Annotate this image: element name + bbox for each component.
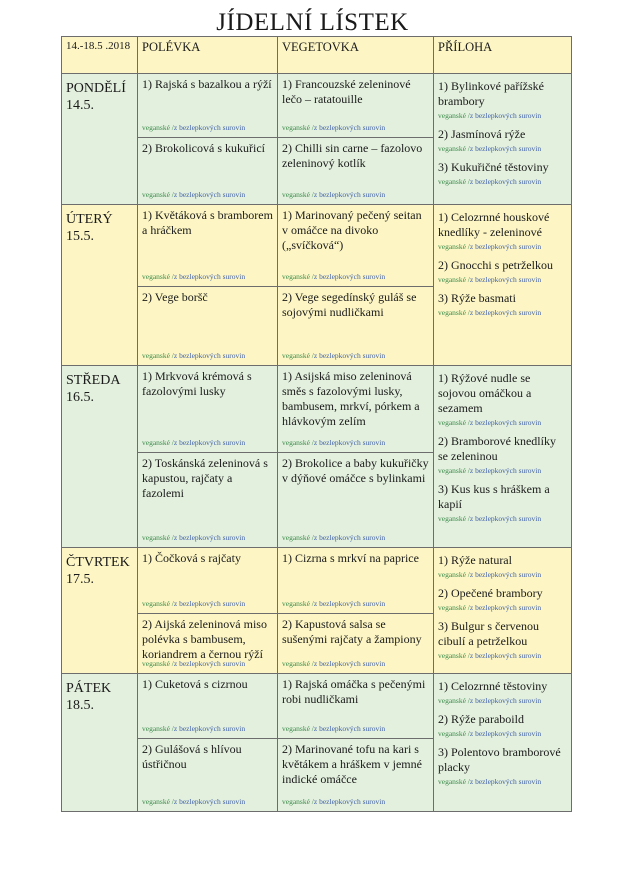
vegan-tag: veganské (438, 466, 466, 475)
tag-separator: / (309, 599, 314, 608)
vegan-tag: veganské (282, 272, 310, 281)
tag-separator: / (465, 177, 470, 186)
vegan-tag: veganské (282, 659, 310, 668)
veg-item: 1) Asijská miso zeleninová směs s fazolovými lusky, bambusem, mrkví, pórkem a hlávkovým zelím (282, 369, 420, 428)
gluten-free-tag: z bezlepkových surovin (313, 123, 386, 132)
tag-separator: / (169, 533, 174, 542)
tag-separator: / (465, 651, 470, 660)
gluten-free-tag: z bezlepkových surovin (469, 570, 542, 579)
soup-cell (138, 614, 278, 674)
gluten-free-tag: z bezlepkových surovin (469, 418, 542, 427)
day-cell (62, 674, 138, 812)
tag-separator: / (169, 724, 174, 733)
diet-tags (142, 797, 245, 807)
vegan-tag: veganské (142, 190, 170, 199)
veg-cell (278, 287, 434, 366)
col-header-veg: VEGETOVKA (278, 37, 434, 74)
soup-cell (138, 739, 278, 812)
soup-item: 2) Gulášová s hlívou ústřičnou (142, 742, 242, 771)
soup-cell (138, 138, 278, 205)
day-cell (62, 366, 138, 548)
veg-cell (278, 614, 434, 674)
side-cell (434, 205, 572, 366)
tag-separator: / (465, 466, 470, 475)
gluten-free-tag: z bezlepkových surovin (469, 111, 542, 120)
tag-separator: / (465, 275, 470, 284)
soup-cell (138, 674, 278, 739)
side-item: 3) Polentovo bramborové placky (438, 745, 561, 774)
tag-separator: / (309, 438, 314, 447)
tag-separator: / (309, 190, 314, 199)
veg-cell (278, 74, 434, 138)
diet-tags (282, 351, 385, 361)
tag-separator: / (169, 272, 174, 281)
veg-item: 1) Francouzské zeleninové lečo – ratatouille (282, 77, 411, 106)
veg-item: 2) Marinované tofu na kari s květákem a hráškem v jemné indické omáčce (282, 742, 422, 786)
gluten-free-tag: z bezlepkových surovin (469, 144, 542, 153)
gluten-free-tag: z bezlepkových surovin (469, 275, 542, 284)
vegan-tag: veganské (142, 724, 170, 733)
day-name: ÚTERÝ (66, 212, 113, 227)
gluten-free-tag: z bezlepkových surovin (313, 272, 386, 281)
gluten-free-tag: z bezlepkových surovin (469, 514, 542, 523)
day-date: 16.5. (66, 390, 94, 405)
tag-separator: / (169, 797, 174, 806)
gluten-free-tag: z bezlepkových surovin (173, 533, 246, 542)
veg-item: 2) Kapustová salsa se sušenými rajčaty a žampiony (282, 617, 422, 646)
diet-tags (142, 599, 245, 609)
vegan-tag: veganské (282, 724, 310, 733)
side-cell (434, 674, 572, 812)
diet-tags (438, 242, 567, 252)
diet-tags (438, 111, 567, 121)
veg-cell (278, 205, 434, 287)
diet-tags (438, 275, 567, 285)
diet-tags (438, 777, 567, 787)
vegan-tag: veganské (142, 599, 170, 608)
vegan-tag: veganské (438, 177, 466, 186)
vegan-tag: veganské (438, 570, 466, 579)
vegan-tag: veganské (282, 438, 310, 447)
vegan-tag: veganské (438, 651, 466, 660)
gluten-free-tag: z bezlepkových surovin (469, 651, 542, 660)
day-name: PONDĚLÍ (66, 81, 126, 96)
veg-item: 1) Marinovaný pečený seitan v omáčce na divoko („svíčková“) (282, 208, 422, 252)
side-item: 2) Opečené brambory (438, 586, 543, 600)
tag-separator: / (309, 272, 314, 281)
soup-item: 1) Cuketová s cizrnou (142, 677, 248, 691)
vegan-tag: veganské (282, 123, 310, 132)
tag-separator: / (465, 514, 470, 523)
diet-tags (142, 123, 245, 133)
vegan-tag: veganské (282, 599, 310, 608)
vegan-tag: veganské (142, 351, 170, 360)
gluten-free-tag: z bezlepkových surovin (313, 438, 386, 447)
gluten-free-tag: z bezlepkových surovin (313, 659, 386, 668)
diet-tags (438, 418, 567, 428)
vegan-tag: veganské (438, 308, 466, 317)
soup-item: 1) Květáková s bramborem a hráčkem (142, 208, 273, 237)
soup-item: 1) Čočková s rajčaty (142, 551, 241, 565)
vegan-tag: veganské (438, 729, 466, 738)
veg-item: 2) Vege segedínský guláš se sojovými nudličkami (282, 290, 417, 319)
diet-tags (438, 696, 567, 706)
gluten-free-tag: z bezlepkových surovin (469, 177, 542, 186)
diet-tags (142, 438, 245, 448)
diet-tags (142, 724, 245, 734)
diet-tags (282, 797, 385, 807)
vegan-tag: veganské (438, 514, 466, 523)
gluten-free-tag: z bezlepkových surovin (313, 599, 386, 608)
gluten-free-tag: z bezlepkových surovin (469, 308, 542, 317)
vegan-tag: veganské (142, 533, 170, 542)
gluten-free-tag: z bezlepkových surovin (173, 272, 246, 281)
gluten-free-tag: z bezlepkových surovin (173, 190, 246, 199)
side-item: 3) Kukuřičné těstoviny (438, 160, 549, 174)
veg-cell (278, 674, 434, 739)
vegan-tag: veganské (282, 533, 310, 542)
gluten-free-tag: z bezlepkových surovin (173, 438, 246, 447)
gluten-free-tag: z bezlepkových surovin (173, 797, 246, 806)
diet-tags (282, 123, 385, 133)
day-row (62, 205, 572, 287)
vegan-tag: veganské (438, 242, 466, 251)
day-date: 14.5. (66, 98, 94, 113)
soup-item: 2) Brokolicová s kukuřicí (142, 141, 265, 155)
tag-separator: / (169, 438, 174, 447)
side-item: 1) Bylinkové pařížské brambory (438, 79, 544, 108)
diet-tags (142, 533, 245, 543)
diet-tags (438, 603, 567, 613)
diet-tags (282, 272, 385, 282)
vegan-tag: veganské (282, 351, 310, 360)
tag-separator: / (465, 308, 470, 317)
soup-item: 2) Aijská zeleninová miso polévka s bambusem, koriandrem a černou rýží (142, 617, 267, 661)
vegan-tag: veganské (438, 603, 466, 612)
day-name: STŘEDA (66, 373, 121, 388)
vegan-tag: veganské (438, 696, 466, 705)
veg-item: 2) Brokolice a baby kukuřičky v dýňové omáčce s bylinkami (282, 456, 429, 485)
diet-tags (282, 724, 385, 734)
tag-separator: / (465, 603, 470, 612)
tag-separator: / (309, 797, 314, 806)
gluten-free-tag: z bezlepkových surovin (469, 696, 542, 705)
gluten-free-tag: z bezlepkových surovin (173, 659, 246, 668)
tag-separator: / (169, 659, 174, 668)
diet-tags (438, 514, 567, 524)
side-cell (434, 548, 572, 674)
day-cell (62, 548, 138, 674)
tag-separator: / (169, 123, 174, 132)
soup-cell (138, 205, 278, 287)
vegan-tag: veganské (438, 275, 466, 284)
diet-tags (282, 533, 385, 543)
diet-tags (438, 144, 567, 154)
veg-cell (278, 453, 434, 548)
tag-separator: / (465, 696, 470, 705)
diet-tags (142, 190, 245, 200)
side-item: 2) Jasmínová rýže (438, 127, 526, 141)
soup-cell (138, 366, 278, 453)
soup-item: 2) Vege boršč (142, 290, 208, 304)
diet-tags (142, 659, 245, 669)
tag-separator: / (465, 729, 470, 738)
vegan-tag: veganské (438, 777, 466, 786)
gluten-free-tag: z bezlepkových surovin (313, 190, 386, 199)
diet-tags (282, 438, 385, 448)
veg-cell (278, 739, 434, 812)
tag-separator: / (169, 351, 174, 360)
tag-separator: / (465, 144, 470, 153)
veg-cell (278, 366, 434, 453)
tag-separator: / (169, 190, 174, 199)
day-cell (62, 74, 138, 205)
gluten-free-tag: z bezlepkových surovin (313, 797, 386, 806)
day-row (62, 366, 572, 453)
side-item: 2) Rýže paraboild (438, 712, 524, 726)
diet-tags (438, 651, 567, 661)
soup-item: 1) Mrkvová krémová s fazolovými lusky (142, 369, 252, 398)
diet-tags (282, 190, 385, 200)
diet-tags (142, 272, 245, 282)
gluten-free-tag: z bezlepkových surovin (313, 724, 386, 733)
tag-separator: / (465, 242, 470, 251)
gluten-free-tag: z bezlepkových surovin (173, 724, 246, 733)
gluten-free-tag: z bezlepkových surovin (173, 599, 246, 608)
gluten-free-tag: z bezlepkových surovin (469, 777, 542, 786)
gluten-free-tag: z bezlepkových surovin (313, 351, 386, 360)
day-date: 17.5. (66, 572, 94, 587)
tag-separator: / (465, 570, 470, 579)
vegan-tag: veganské (142, 123, 170, 132)
day-date: 18.5. (66, 698, 94, 713)
menu-table (61, 36, 572, 812)
veg-cell (278, 548, 434, 614)
diet-tags (438, 729, 567, 739)
side-item: 3) Kus kus s hráškem a kapií (438, 482, 550, 511)
soup-cell (138, 287, 278, 366)
tag-separator: / (169, 599, 174, 608)
day-date: 15.5. (66, 229, 94, 244)
soup-item: 1) Rajská s bazalkou a rýží (142, 77, 272, 91)
diet-tags (282, 659, 385, 669)
diet-tags (282, 599, 385, 609)
vegan-tag: veganské (282, 190, 310, 199)
day-row (62, 74, 572, 138)
day-name: ČTVRTEK (66, 555, 130, 570)
side-item: 2) Gnocchi s petrželkou (438, 258, 553, 272)
gluten-free-tag: z bezlepkových surovin (469, 466, 542, 475)
side-item: 3) Rýže basmati (438, 291, 516, 305)
side-cell (434, 366, 572, 548)
diet-tags (438, 466, 567, 476)
gluten-free-tag: z bezlepkových surovin (313, 533, 386, 542)
vegan-tag: veganské (438, 111, 466, 120)
soup-cell (138, 74, 278, 138)
side-cell (434, 74, 572, 205)
gluten-free-tag: z bezlepkových surovin (469, 729, 542, 738)
tag-separator: / (309, 351, 314, 360)
gluten-free-tag: z bezlepkových surovin (173, 123, 246, 132)
tag-separator: / (309, 724, 314, 733)
vegan-tag: veganské (142, 438, 170, 447)
soup-cell (138, 548, 278, 614)
gluten-free-tag: z bezlepkových surovin (469, 242, 542, 251)
date-range: 14.-18.5 .2018 (62, 37, 138, 74)
side-item: 3) Bulgur s červenou cibulí a petrželkou (438, 619, 539, 648)
day-name: PÁTEK (66, 681, 112, 696)
veg-item: 1) Cizrna s mrkví na paprice (282, 551, 419, 565)
soup-cell (138, 453, 278, 548)
vegan-tag: veganské (438, 144, 466, 153)
page-title: JÍDELNÍ LÍSTEK (216, 9, 409, 36)
header-row (62, 37, 572, 74)
diet-tags (438, 570, 567, 580)
tag-separator: / (465, 777, 470, 786)
gluten-free-tag: z bezlepkových surovin (173, 351, 246, 360)
day-row (62, 674, 572, 739)
vegan-tag: veganské (438, 418, 466, 427)
veg-item: 2) Chilli sin carne – fazolovo zeleninový kotlík (282, 141, 423, 170)
gluten-free-tag: z bezlepkových surovin (469, 603, 542, 612)
tag-separator: / (309, 533, 314, 542)
day-row (62, 548, 572, 614)
soup-item: 2) Toskánská zeleninová s kapustou, rajčaty a fazolemi (142, 456, 268, 500)
veg-item: 1) Rajská omáčka s pečenými robi nudličkami (282, 677, 426, 706)
vegan-tag: veganské (142, 272, 170, 281)
side-item: 2) Bramborové knedlíky se zeleninou (438, 434, 556, 463)
tag-separator: / (309, 123, 314, 132)
side-item: 1) Celozrnné houskové knedlíky - zeleninové (438, 210, 550, 239)
diet-tags (142, 351, 245, 361)
diet-tags (438, 177, 567, 187)
tag-separator: / (465, 111, 470, 120)
day-cell (62, 205, 138, 366)
veg-cell (278, 138, 434, 205)
tag-separator: / (309, 659, 314, 668)
diet-tags (438, 308, 567, 318)
tag-separator: / (465, 418, 470, 427)
side-item: 1) Celozrnné těstoviny (438, 679, 548, 693)
vegan-tag: veganské (142, 797, 170, 806)
side-item: 1) Rýže natural (438, 553, 512, 567)
col-header-soup: POLÉVKA (138, 37, 278, 74)
vegan-tag: veganské (282, 797, 310, 806)
side-item: 1) Rýžové nudle se sojovou omáčkou a sezamem (438, 371, 532, 415)
vegan-tag: veganské (142, 659, 170, 668)
col-header-side: PŘÍLOHA (434, 37, 572, 74)
